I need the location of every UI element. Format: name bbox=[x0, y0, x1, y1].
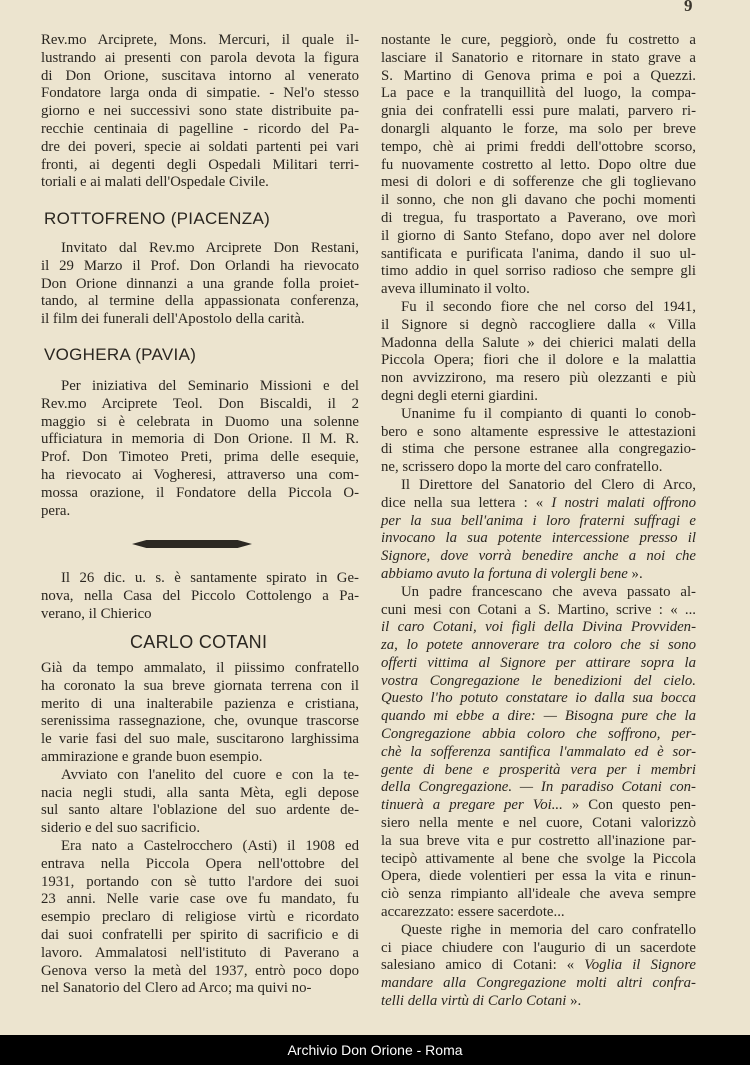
text-line: recchie centinaia di pagelline - ricordo del Pa- bbox=[41, 120, 359, 137]
text-line: donargli alquanto le forze, ma solo per breve bbox=[381, 120, 696, 137]
text-line: merito di una inalterabile pazienza e cristiana, bbox=[41, 695, 359, 712]
text-line bbox=[381, 637, 696, 655]
text-line bbox=[381, 673, 696, 691]
text-run: ». bbox=[627, 565, 643, 582]
text-line bbox=[381, 904, 696, 922]
text-line bbox=[381, 833, 696, 851]
text-line: Fu il secondo fiore che nel corso del 1941, bbox=[401, 298, 696, 315]
text-line bbox=[381, 744, 696, 762]
text-line bbox=[381, 726, 696, 744]
text-run: Un padre francescano che aveva passato al- bbox=[401, 583, 696, 600]
text-line: ufficiatura in memoria di Don Orione. Il M. R. bbox=[41, 431, 359, 448]
text-line bbox=[381, 548, 696, 566]
text-line: mesi di dolori e di sofferenze che gli toglievano bbox=[381, 174, 696, 191]
text-line: esempio preclaro di religiose virtù e ricordato bbox=[41, 909, 359, 926]
paragraph-mercuri bbox=[41, 32, 359, 192]
text-line bbox=[381, 708, 696, 726]
text-line: toriali e ai malati dell'Ospedale Civile. bbox=[41, 174, 269, 191]
italic-run: per la sua bell'anima i loro fraterni suffragi e bbox=[381, 512, 696, 529]
text-line bbox=[381, 619, 696, 637]
text-line bbox=[381, 993, 696, 1011]
text-line bbox=[381, 602, 696, 620]
text-line: S. Martino di Genova prima e poi a Quezzi. bbox=[381, 67, 696, 84]
text-line: gnia dei confratelli essi pure malati, parvero ri- bbox=[381, 103, 696, 120]
text-run: Opera, diede volentieri per essa la vita e rinun- bbox=[381, 868, 696, 885]
text-line: 1931, portando con sè tutto l'ardore dei suoi bbox=[41, 873, 359, 890]
italic-run: il caro Cotani, voi figli della Divina Provviden- bbox=[381, 619, 696, 636]
italic-run: telli della virtù di Carlo Cotani bbox=[381, 993, 567, 1010]
text-line: serenissima rassegnazione, che, ovunque trascorse bbox=[41, 713, 359, 730]
text-run: siero nella mente e nel cuore, Cotani valorizzò bbox=[381, 815, 696, 832]
text-line: nova, nella Casa del Piccolo Cottolengo a Pa- bbox=[41, 587, 359, 604]
text-line bbox=[381, 957, 696, 975]
section-divider bbox=[132, 540, 252, 548]
text-line: siderio e del suo sacrificio. bbox=[41, 820, 201, 837]
text-line: Genova verso la metà del 1937, entrò poco dopo bbox=[41, 962, 359, 979]
text-line bbox=[381, 851, 696, 869]
italic-run: gente di bene e prosperità vera per i membri bbox=[381, 761, 696, 778]
italic-run: Congregazione abbia coloro che soffrono, per- bbox=[381, 726, 696, 743]
text-line: lavoro. Ammalatosi nell'istituto di Paverano a bbox=[41, 944, 359, 961]
text-line: Era nato a Castelrocchero (Asti) il 1908 ed bbox=[61, 837, 359, 854]
text-line: ammirazione e grande buon esempio. bbox=[41, 748, 263, 765]
text-line bbox=[381, 655, 696, 673]
text-line: Piccola Opera; fiori che il dolore e la malattia bbox=[381, 352, 696, 369]
paragraph-arco-letter bbox=[381, 477, 696, 584]
text-line: La pace e la tranquillità del luogo, la compa- bbox=[381, 85, 696, 102]
text-line: nostante le cure, peggiorò, onde fu costretto a bbox=[381, 32, 696, 48]
left-column-rottofreno bbox=[41, 240, 359, 329]
paragraph-voghera bbox=[41, 378, 359, 520]
italic-run: chè la sofferenza santifica l'ammalato ed è sor- bbox=[381, 743, 696, 760]
text-line: Per iniziativa del Seminario Missioni e del bbox=[61, 378, 359, 394]
left-column-voghera bbox=[41, 378, 359, 520]
text-line: Don Orione dinnanzi a una grande folla proiet- bbox=[41, 275, 359, 292]
text-line: non avvizzirono, ma resero più olezzanti e più bbox=[381, 370, 696, 387]
text-line: il film dei funerali dell'Apostolo della carità. bbox=[41, 311, 305, 328]
text-line bbox=[381, 530, 696, 548]
paragraph-obituary-intro bbox=[41, 570, 359, 623]
text-line: tempo, chè ai primi freddi dell'ottobre scorso, bbox=[381, 138, 696, 155]
text-line: il sonno, che non gli davano che pochi momenti bbox=[381, 192, 696, 209]
text-line: pera. bbox=[41, 502, 71, 519]
text-line: degni degli eterni giardini. bbox=[381, 387, 538, 404]
text-line: fu nuovamente costretto al letto. Dopo oltre due bbox=[381, 156, 696, 173]
text-line: lustrando ai presenti con parola devota la figura bbox=[41, 49, 359, 66]
page-number: 9 bbox=[684, 0, 693, 15]
text-line bbox=[381, 797, 696, 815]
text-line: di Don Orione, suscitava intorno al venerato bbox=[41, 67, 359, 84]
text-line: timo addio in quel sorriso radioso che sempre gli bbox=[381, 263, 696, 280]
text-run: dice nella sua lettera : « bbox=[381, 494, 552, 511]
left-column-obituary-intro bbox=[41, 570, 359, 623]
italic-run: mandare alla Congregazione molti altri confra- bbox=[381, 975, 696, 992]
text-line bbox=[381, 886, 696, 904]
text-run: Il Direttore del Sanatorio del Clero di Arco, bbox=[401, 476, 696, 493]
text-line: Avviato con l'anelito del cuore e con la te- bbox=[61, 766, 359, 783]
paragraph-cotani-death bbox=[381, 32, 696, 299]
text-run: ciò senza rimpianto all'ideale che aveva sempre bbox=[381, 886, 696, 903]
italic-run: offerti vittima al Signore per attirare sopra la bbox=[381, 654, 696, 671]
text-line: aveva illuminato il volto. bbox=[381, 281, 530, 298]
italic-run: za, lo potete annoverare tra coloro che si sono bbox=[381, 637, 696, 654]
text-line: giorno e nei successivi sono state distribuite pa- bbox=[41, 103, 359, 120]
italic-run: quando mi ebbe a dire: — Bisogna pure che la bbox=[381, 708, 696, 725]
text-line bbox=[381, 477, 696, 495]
text-line: Il 26 dic. u. s. è santamente spirato in Ge- bbox=[61, 570, 359, 586]
text-line bbox=[381, 922, 696, 940]
text-line bbox=[381, 584, 696, 602]
text-line bbox=[381, 762, 696, 780]
paragraph-second-flower bbox=[381, 299, 696, 406]
text-line: lasciare il Sanatorio e ritornare in stato grave a bbox=[381, 49, 696, 66]
right-column bbox=[381, 32, 696, 1011]
text-run: » Con questo pen- bbox=[562, 797, 696, 814]
text-line: le varie fasi del suo male, suscitarono larghissima bbox=[41, 731, 359, 748]
text-line: bero e sono altamente espressive le attestazioni bbox=[381, 423, 696, 440]
text-run: ci piace chiudere con l'augurio di un sacerdote bbox=[381, 939, 696, 956]
text-line bbox=[381, 940, 696, 958]
text-line: verano, il Chierico bbox=[41, 605, 152, 622]
text-line: entrava nella Piccola Opera nell'ottobre del bbox=[41, 855, 359, 872]
text-line bbox=[381, 495, 696, 513]
text-line bbox=[381, 513, 696, 531]
text-run: ». bbox=[566, 993, 582, 1010]
text-run: accarezzato: essere sacerdote... bbox=[381, 904, 565, 921]
italic-run: I nostri malati offrono bbox=[551, 494, 696, 511]
text-run: salesiano amico di Cotani: « bbox=[381, 957, 585, 974]
text-line bbox=[381, 975, 696, 993]
text-line: maggio si è celebrata in Duomo una solenne bbox=[41, 413, 359, 430]
text-run: Queste righe in memoria del caro confratello bbox=[401, 921, 696, 938]
text-line: nacia negli studi, alla santa Mèta, egli depose bbox=[41, 784, 359, 801]
heading-carlo-cotani: CARLO COTANI bbox=[130, 632, 268, 652]
text-line: Prof. Don Timoteo Preti, prima delle esequie, bbox=[41, 449, 359, 466]
text-line: ne, scrissero dopo la morte del caro confratello. bbox=[381, 459, 663, 476]
paragraph-cotani-studies bbox=[41, 767, 359, 838]
italic-run: tinuerà a pregare per Voi... bbox=[381, 797, 563, 814]
italic-run: Voglia il Signore bbox=[584, 957, 696, 974]
text-line: fronti, ai degenti degli Ospedali Militari terri- bbox=[41, 156, 359, 173]
paragraph-rottofreno bbox=[41, 240, 359, 329]
left-column bbox=[41, 32, 359, 192]
text-line: Rev.mo Arciprete, Mons. Mercuri, il quale il- bbox=[41, 32, 359, 48]
paragraph-mourning bbox=[381, 406, 696, 477]
text-line: il giorno di Santo Stefano, dopo aver nel dolore bbox=[381, 227, 696, 244]
paragraph-closing bbox=[381, 922, 696, 1011]
text-line: Rev.mo Arciprete Teol. Don Biscaldi, il 2 bbox=[41, 395, 359, 412]
text-line bbox=[381, 566, 696, 584]
italic-run: vostra Congregazione le benedizioni del cielo. bbox=[381, 672, 696, 689]
text-run: tecipò attivamente al bene che svolge la Piccola bbox=[381, 850, 696, 867]
italic-run: invocano la sua potente intercessione presso il bbox=[381, 530, 696, 547]
text-line: ha rievocato ai Vogheresi, attraverso una com- bbox=[41, 466, 359, 483]
text-line: tando, al termine della appassionata conferenza, bbox=[41, 293, 359, 310]
text-line: di stima che persone estranee alla congregazio- bbox=[381, 441, 696, 458]
paragraph-cotani-illness bbox=[41, 660, 359, 767]
text-line: nel Sanatorio del Clero ad Arco; ma quivi no- bbox=[41, 980, 312, 997]
text-run: la sua breve vita e pur costretto all'inazione par- bbox=[381, 832, 696, 849]
italic-run: abbiamo avuto la fortuna di volergli bene bbox=[381, 565, 628, 582]
paragraph-franciscan-letter bbox=[381, 584, 696, 922]
text-line: dre dei poveri, specie ai soldati partenti pei vari bbox=[41, 138, 359, 155]
left-column-cotani bbox=[41, 660, 359, 998]
text-line: il Signore si degnò raccogliere dalla « Villa bbox=[381, 316, 696, 333]
heading-rottofreno: ROTTOFRENO (PIACENZA) bbox=[44, 209, 271, 228]
heading-voghera: VOGHERA (PAVIA) bbox=[44, 345, 197, 364]
paragraph-cotani-biography bbox=[41, 838, 359, 998]
text-line bbox=[381, 779, 696, 797]
text-line: Già da tempo ammalato, il piissimo confratello bbox=[41, 660, 359, 676]
text-line: Fondatore larga onda di simpatie. - Nel'o stesso bbox=[41, 85, 359, 102]
italic-run: Questo l'ho potuto constatare io dalla sua bocca bbox=[381, 690, 696, 707]
text-line: 23 anni. Nelle varie case ove fu mandato, fu bbox=[41, 891, 359, 908]
text-line: ha coronato la sua breve giornata terrena con il bbox=[41, 677, 359, 694]
text-line bbox=[381, 868, 696, 886]
text-line: dai suoi confratelli per spirito di sacrificio e di bbox=[41, 926, 359, 943]
text-line: di tregua, fu trasportato a Paverano, ove morì bbox=[381, 209, 696, 226]
text-line bbox=[381, 690, 696, 708]
italic-run: della Congregazione. — In paradiso Cotani con- bbox=[381, 779, 696, 796]
text-line: sul santo altare l'oblazione del suo ardente de- bbox=[41, 802, 359, 819]
text-line: Invitato dal Rev.mo Arciprete Don Restani, bbox=[61, 240, 359, 256]
text-line: il 29 Marzo il Prof. Don Orlandi ha rievocato bbox=[41, 257, 359, 274]
text-line: santificata e purificata l'anima, dando il suo ul- bbox=[381, 245, 696, 262]
text-line: Unanime fu il compianto di quanti lo conob- bbox=[401, 405, 696, 422]
text-line: mossa orazione, il Fondatore della Piccola O- bbox=[41, 484, 359, 501]
text-line: Madonna della Salute » dei chierici malati della bbox=[381, 334, 696, 351]
archive-footer: Archivio Don Orione - Roma bbox=[0, 1035, 750, 1065]
text-line bbox=[381, 815, 696, 833]
italic-run: Signore, dove vorrà benedire anche a noi che bbox=[381, 548, 696, 565]
text-run: cuni mesi con Cotani a S. Martino, scrive : « ... bbox=[381, 601, 696, 618]
